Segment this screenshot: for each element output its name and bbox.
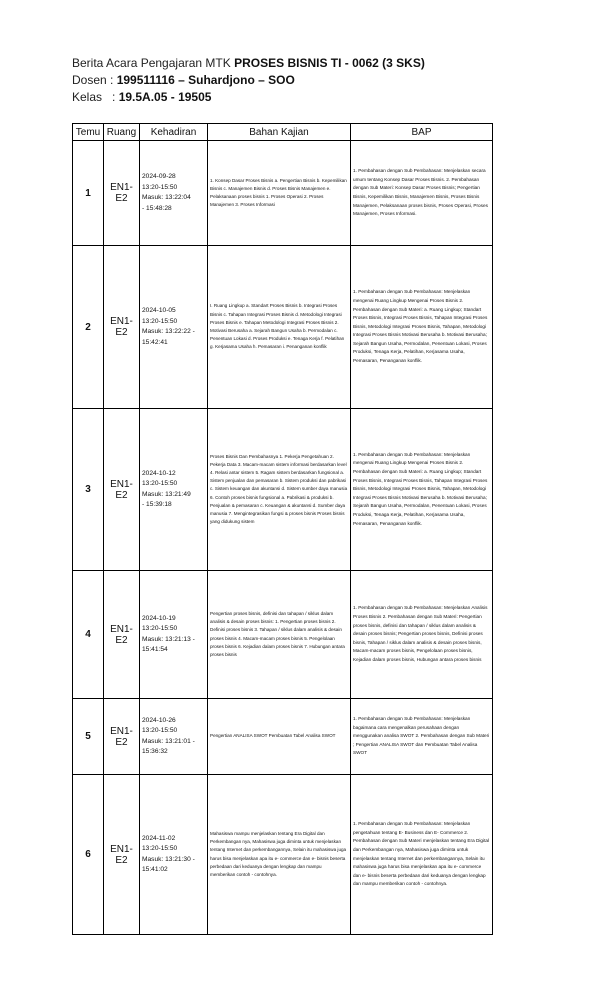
attendance bbox=[140, 775, 208, 935]
attendance-text: 2024-09-28 13:20-15:50 Masuk: 13:22:04 - 15:48:28 bbox=[142, 173, 191, 212]
study-material: Mahasiswa mampu menjelaskan tentang Era Digital dan Perkembangan nya, Mahasiswa juga diminta untuk menjelaskan tentang Internet dan perkembangannya, Selain itu mahasiswa juga harus bisa menjelaskan apa itu e- commerce dan e- bisnis beserta perbedaan dari keduanya dengan lengkap dan mampu memberikan contoh - contohnya. bbox=[208, 775, 351, 935]
meeting-number: 3 bbox=[73, 409, 104, 571]
attendance-text: 2024-10-12 13:20-15:50 Masuk: 13:21:49 - 15:39:18 bbox=[142, 469, 191, 508]
table-header-row bbox=[73, 124, 493, 141]
title-prefix: Berita Acara Pengajaran MTK bbox=[72, 56, 231, 70]
class-value: 19.5A.05 - 19505 bbox=[118, 90, 212, 104]
attendance-text: 2024-11-02 13:20-15:50 Masuk: 13:21:30 - 15:41:02 bbox=[142, 834, 195, 873]
meeting-number: 4 bbox=[73, 571, 104, 699]
attendance bbox=[140, 141, 208, 246]
table-row bbox=[73, 699, 493, 775]
bap-text: 1. Pembahasan dengan Sub Pembahasan: Menjelaskan bagaimana cara mengenalkan perusahaan dengan menggunakan analisa SWOT 2. Pembahasan dengan Sub Materi ; Pengertian ANALISA SWOT dan Pembuatan Tabel Analisa SWOT bbox=[351, 699, 493, 775]
table-row bbox=[73, 775, 493, 935]
table-row bbox=[73, 409, 493, 571]
header-kehadiran: Kehadiran bbox=[140, 124, 208, 141]
header-ruang: Ruang bbox=[104, 124, 140, 141]
room: EN1-E2 bbox=[104, 699, 140, 775]
table-row bbox=[73, 141, 493, 246]
attendance-text: 2024-10-26 13:20-15:50 Masuk: 13:21:01 - 15:36:32 bbox=[142, 716, 195, 755]
table-row bbox=[73, 571, 493, 699]
title-line bbox=[72, 55, 542, 72]
study-material: I. Ruang Lingkup a. Standart Proses Bisnis b. Integrasi Proses Bisnis c. Tahapan Integrasi Proses Bisnis d. Metodologi Integrasi Proses Bisnis e. Tahapan Metodologi Integrasi Proses Bisnis 2. Motivasi Berusaha a. Sejarah Bangun Usaha b. Permodalan c. Penentuan Lokasi d. Proses Produksi e. Tenaga Kerja f. Pelatihan g. Kerjasama Usaha h. Pemasaran i. Penanganan konflik bbox=[208, 246, 351, 409]
meeting-number: 6 bbox=[73, 775, 104, 935]
study-material: Pengertian ANALISA SWOT Pembuatan Tabel Analisa SWOT bbox=[208, 699, 351, 775]
lecturer-label: Dosen : bbox=[72, 73, 114, 87]
document-header bbox=[72, 55, 542, 106]
study-material: 1. Konsep Dasar Proses Bisnis a. Pengertian Bisnis b. Kepemilikan Bisnis c. Manajemen Bisnis d. Proses Bisnis Manajemen e. Pelaksanaan proses bisnis 1. Proses Operasi 2. Proses Manajemen 3. Proses Informasi bbox=[208, 141, 351, 246]
room: EN1-E2 bbox=[104, 775, 140, 935]
class-label: Kelas : bbox=[72, 90, 116, 104]
attendance-text: 2024-10-05 13:20-15:50 Masuk: 13:22:22 - 15:42:41 bbox=[142, 307, 195, 346]
bap-table bbox=[72, 123, 493, 935]
class-line bbox=[72, 89, 542, 106]
bap-text: 1. Pembahasan dengan Sub Pembahasan: Menjelaskan pengetahuan tentang E- Business dan E- Commerce 2. Pembahasan dengan Sub Materi menjelaskan tentang Era Digital dan Perkembangan nya, Mahasiswa juga diminta untuk menjelaskan tentang Internet dan perkembangannya, Selain itu mahasiswa juga harus bisa menjelaskan apa itu e- commerce dan e- bisnis beserta perbedaan dari keduanya dengan lengkap dan mampu memberikan contoh - contohnya. bbox=[351, 775, 493, 935]
bap-text: 1. Pembahasan dengan Sub Pembahasan: Menjelaskan secara umum tentang Konsep Dasar Proses Bisnis. 2. Pembahasan dengan Sub Materi: Konsep Dasar Proses Bisnis; Pengertian Bisnis, Kepemilikan Bisnis, Manajemen Bisnis, Proses Bisnis Manajemen, Pelaksanaan proses bisnis, Proses Operasi, Proses Manajemen, Proses Informasi. bbox=[351, 141, 493, 246]
header-temu: Temu bbox=[73, 124, 104, 141]
bap-text: 1. Pembahasan dengan Sub Pembahasan: Menjelaskan Analisis Proses Bisnis 2. Pembahasan dengan Sub Materi: Pengertian proses bisnis, definisi dan tahapan / siklus dalam analisis & desain proses bisnis; Pengertian proses bisnis, Definisi proses bisnis, Tahapan / siklus dalam analisis & desain proses bisnis, Macam-macam proses bisnis, Pengelolaan proses bisnis, Kejadian dalam proses bisnis, Hubungan antara proses bisnis bbox=[351, 571, 493, 699]
attendance bbox=[140, 571, 208, 699]
header-bahan-kajian: Bahan Kajian bbox=[208, 124, 351, 141]
header-bap: BAP bbox=[351, 124, 493, 141]
lecturer-value: 199511116 – Suhardjono – SOO bbox=[116, 73, 295, 87]
attendance bbox=[140, 409, 208, 571]
room: EN1-E2 bbox=[104, 571, 140, 699]
attendance bbox=[140, 246, 208, 409]
attendance bbox=[140, 699, 208, 775]
attendance-text: 2024-10-19 13:20-15:50 Masuk: 13:21:13 - 15:41:54 bbox=[142, 614, 195, 653]
lecturer-line bbox=[72, 72, 542, 89]
bap-text: 1. Pembahasan dengan Sub Pembahasan: Menjelaskan mengenai Ruang Lingkup Mengenai Proses Bisnis 2. Pembahasan dengan Sub Materi: a. Ruang Lingkup; Standart Proses Bisnis, Integrasi Proses Bisnis, Tahapan Integrasi Proses Bisnis, Metodologi Integrasi Proses Bisnis, Tahapan, Metodologi Integrasi Proses Bisnis Motivasi Berusaha b. Motivasi Berusaha; Sejarah Bangun Usaha, Permodalan, Penentuan Lokasi, Proses Produksi, Tenaga Kerja, Pelatihan, Kerjasama Usaha, Pemasaran, Penanganan konflik. bbox=[351, 409, 493, 571]
course-name: PROSES BISNIS TI - 0062 (3 SKS) bbox=[234, 56, 425, 70]
meeting-number: 2 bbox=[73, 246, 104, 409]
meeting-number: 1 bbox=[73, 141, 104, 246]
room: EN1-E2 bbox=[104, 246, 140, 409]
room: EN1-E2 bbox=[104, 141, 140, 246]
study-material: Proses Bisnis Dan Pembahasnya 1. Pekerja Pengetahuan 2. Pekerja Data 3. Macam-macam sistem informasi berdasarkan level 4. Relasi antar sistem 5. Ragam sistem berdasarkan fungsional a. Sistem penjualan dan pemasaran b. Sistem produksi dan pabrikasi c. Sistem keuangan dan akuntansi d. Sistem sumber daya manusia 6. Contoh proses bisnis fungsional a. Pabrikasi & produksi b. Penjualan & pemasaran c. Keuangan & akuntansi d. Sumber daya manusia 7. Mengintegrasikan fungsi & proses bisnis Proses bisnis yang didukung sistem bbox=[208, 409, 351, 571]
meeting-number: 5 bbox=[73, 699, 104, 775]
bap-text: 1. Pembahasan dengan Sub Pembahasan: Menjelaskan mengenai Ruang Lingkup Mengenai Proses Bisnis 2. Pembahasan dengan Sub Materi: a. Ruang Lingkup; Standart Proses Bisnis, Integrasi Proses Bisnis, Tahapan Integrasi Proses Bisnis, Metodologi Integrasi Proses Bisnis, Tahapan, Metodologi Integrasi Proses Bisnis Motivasi Berusaha b. Motivasi Berusaha; Sejarah Bangun Usaha, Permodalan, Penentuan Lokasi, Proses Produksi, Tenaga Kerja, Pelatihan, Kerjasama Usaha, Pemasaran, Penanganan konflik. bbox=[351, 246, 493, 409]
study-material: Pengertian proses bisnis, definisi dan tahapan / siklus dalam analisis & desain proses bisnis: 1. Pengertian proses bisnis 2. Definisi proses bisnis 3. Tahapan / siklus dalam analisis & desain proses bisnis 4. Macam-macam proses bisnis 5. Pengelolaan proses bisnis 6. Kejadian dalam proses bisnis 7. Hubungan antara proses bisnis bbox=[208, 571, 351, 699]
table-row bbox=[73, 246, 493, 409]
room: EN1-E2 bbox=[104, 409, 140, 571]
